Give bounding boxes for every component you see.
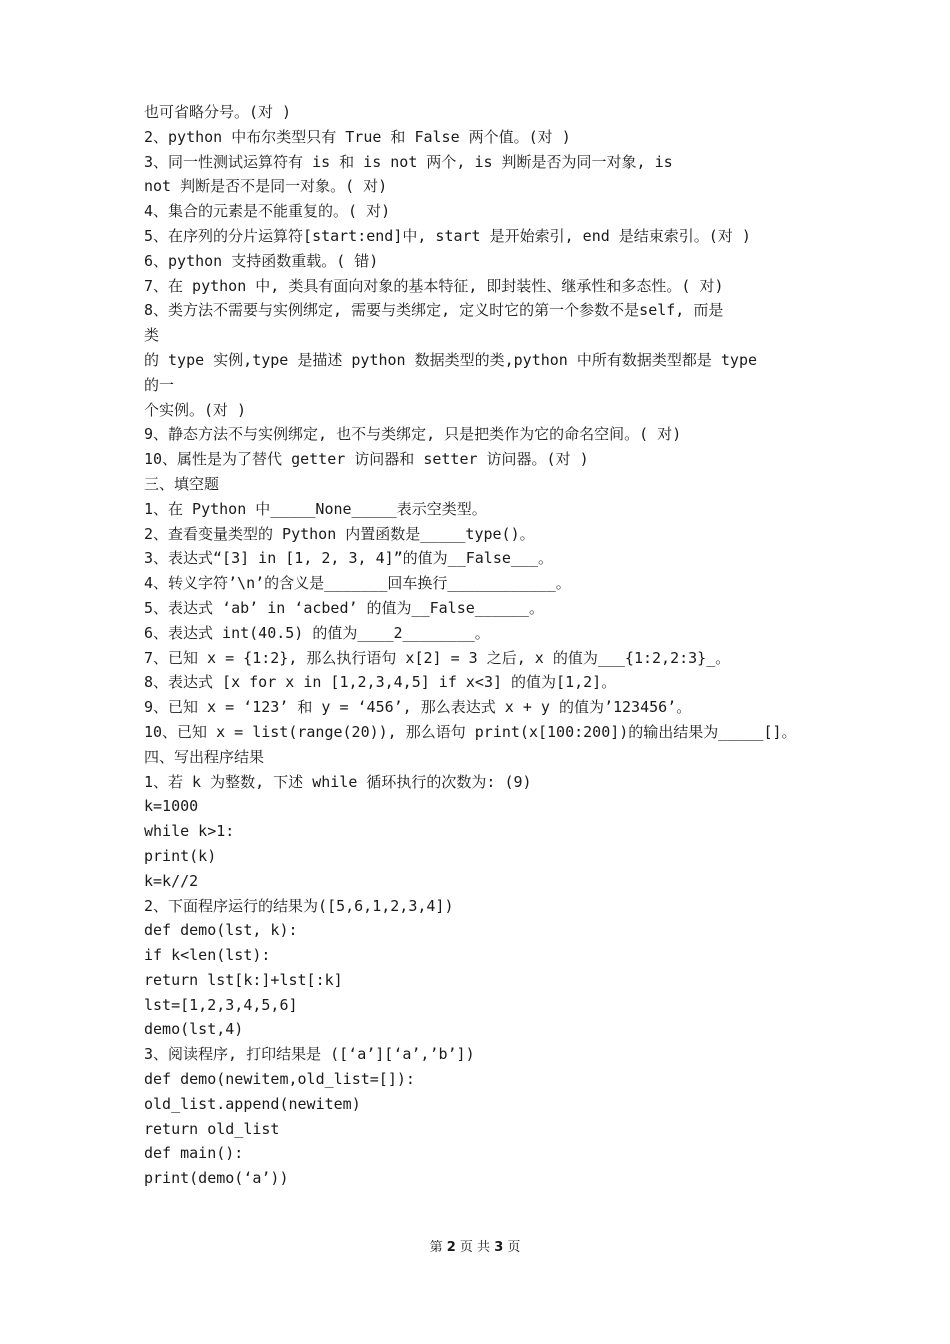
code-line: k=1000 (144, 797, 199, 816)
code-line: lst=[1,2,3,4,5,6] (144, 995, 298, 1014)
code-line: while k>1: (144, 822, 235, 841)
text-line: 10、属性是为了替代 getter 访问器和 setter 访问器。(对 ) (144, 450, 589, 469)
text-line: 个实例。(对 ) (144, 400, 247, 419)
text-line: 8、表达式 [x for x in [1,2,3,4,5] if x<3] 的值为[1,2]。 (144, 673, 617, 692)
code-line: demo(lst,4) (144, 1020, 244, 1039)
text-line: 2、查看变量类型的 Python 内置函数是_____type()。 (144, 524, 535, 543)
text-line: 1、若 k 为整数, 下述 while 循环执行的次数为: (9) (144, 772, 532, 791)
text-line: 4、转义字符’\n’的含义是_______回车换行____________。 (144, 574, 571, 593)
footer-middle: 页 共 (459, 1240, 491, 1255)
page-total: 3 (494, 1240, 504, 1255)
text-line: 1、在 Python 中_____None_____表示空类型。 (144, 499, 487, 518)
footer-prefix: 第 (429, 1240, 443, 1255)
text-line: 6、python 支持函数重载。( 错) (144, 251, 379, 270)
footer-suffix: 页 (507, 1240, 521, 1255)
code-line: print(k) (144, 846, 217, 865)
code-line: def demo(lst, k): (144, 921, 298, 940)
text-line: 9、静态方法不与实例绑定, 也不与类绑定, 只是把类作为它的命名空间。( 对) (144, 425, 682, 444)
code-line: old_list.append(newitem) (144, 1094, 361, 1113)
section-heading: 三、填空题 (144, 474, 220, 493)
text-line: 3、表达式“[3] in [1, 2, 3, 4]”的值为__False___。 (144, 549, 553, 568)
text-line: 7、已知 x = {1:2}, 那么执行语句 x[2] = 3 之后, x 的值为___{1:2,2:3}_。 (144, 648, 731, 667)
text-line: 5、表达式 ‘ab’ in ‘acbed’ 的值为__False______。 (144, 598, 544, 617)
page-footer (0, 1236, 950, 1255)
text-line: 5、在序列的分片运算符[start:end]中, start 是开始索引, end 是结束索引。(对 ) (144, 226, 751, 245)
text-line: 9、已知 x = ‘123’ 和 y = ‘456’, 那么表达式 x + y 的值为’123456’。 (144, 698, 692, 717)
text-line: 4、集合的元素是不能重复的。( 对) (144, 202, 391, 221)
text-line: 3、阅读程序, 打印结果是 ([‘a’][‘a’,’b’]) (144, 1045, 475, 1064)
text-line: 的 type 实例,type 是描述 python 数据类型的类,python 中所有数据类型都是 type (144, 350, 758, 369)
code-line: return lst[k:]+lst[:k] (144, 970, 343, 989)
text-line: 2、下面程序运行的结果为([5,6,1,2,3,4]) (144, 896, 454, 915)
code-line: return old_list (144, 1119, 280, 1138)
text-line: 2、python 中布尔类型只有 True 和 False 两个值。(对 ) (144, 127, 571, 146)
code-line: print(demo(‘a’)) (144, 1169, 289, 1188)
code-line: k=k//2 (144, 871, 199, 890)
code-line: if k<len(lst): (144, 946, 271, 965)
text-line: 的一 (144, 375, 175, 394)
text-line: 6、表达式 int(40.5) 的值为____2________。 (144, 623, 490, 642)
section-heading: 四、写出程序结果 (144, 747, 265, 766)
code-line: def demo(newitem,old_list=[]): (144, 1070, 415, 1089)
text-line: 也可省略分号。(对 ) (144, 103, 292, 121)
code-line: def main(): (144, 1144, 244, 1163)
text-line: 8、类方法不需要与实例绑定, 需要与类绑定, 定义时它的第一个参数不是self, 而是 (144, 301, 724, 320)
text-line: 10、已知 x = list(range(20)), 那么语句 print(x[100:200])的输出结果为_____[]。 (144, 722, 797, 741)
text-line: 7、在 python 中, 类具有面向对象的基本特征, 即封装性、继承性和多态性。( 对) (144, 276, 724, 295)
text-line: not 判断是否不是同一对象。( 对) (144, 177, 388, 196)
text-line: 3、同一性测试运算符有 is 和 is not 两个, is 判断是否为同一对象, is (144, 152, 673, 171)
page-number: 2 (446, 1240, 456, 1255)
document-body (144, 100, 824, 1191)
text-line: 类 (144, 326, 160, 345)
